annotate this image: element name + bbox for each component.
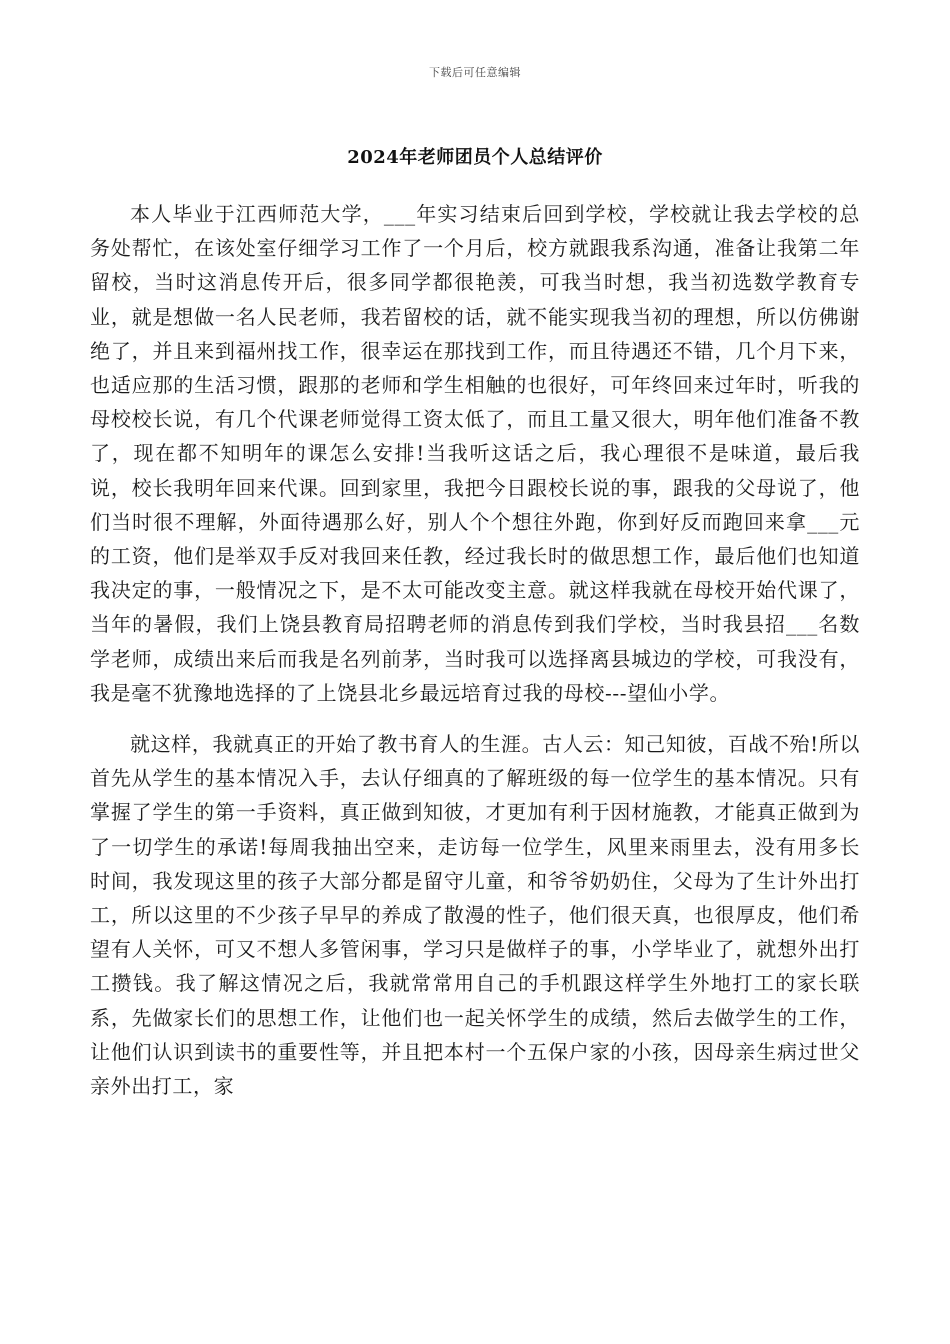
paragraph-1: 本人毕业于江西师范大学，___年实习结束后回到学校，学校就让我去学校的总务处帮忙，在该处室仔细学习工作了一个月后，校方就跟我系沟通，准备让我第二年留校，当时这消息传开后，很多同学都很艳羡，可我当时想，我当初选数学教育专业，就是想做一名人民老师，我若留校的话，就不能实现我当初的理想，所以仿佛谢绝了，并且来到福州找工作，很幸运在那找到工作，而且待遇还不错，几个月下来，也适应那的生活习惯，跟那的老师和学生相触的也很好，可年终回来过年时，听我的母校校长说，有几个代课老师觉得工资太低了，而且工量又很大，明年他们准备不教了，现在都不知明年的课怎么安排!当我听这话之后，我心理很不是味道，最后我说，校长我明年回来代课。回到家里，我把今日跟校长说的事，跟我的父母说了，他们当时很不理解，外面待遇那么好，别人个个想往外跑，你到好反而跑回来拿___元的工资，他们是举双手反对我回来任教，经过我长时的做思想工作，最后他们也知道我决定的事，一般情况之下，是不太可能改变主意。就这样我就在母校开始代课了，当年的暑假，我们上饶县教育局招聘老师的消息传到我们学校，当时我县招___名数学老师，成绩出来后而我是名列前茅，当时我可以选择离县城边的学校，可我没有，我是毫不犹豫地选择的了上饶县北乡最远培育过我的母校---望仙小学。 bbox=[90, 202, 860, 705]
paragraph-2: 就这样，我就真正的开始了教书育人的生涯。古人云：知己知彼，百战不殆!所以首先从学生的基本情况入手，去认仔细真的了解班级的每一位学生的基本情况。只有掌握了学生的第一手资料，真正做到知彼，才更加有利于因材施教，才能真正做到为了一切学生的承诺!每周我抽出空来，走访每一位学生，风里来雨里去，没有用多长时间，我发现这里的孩子大部分都是留守儿童，和爷爷奶奶住，父母为了生计外出打工，所以这里的不少孩子早早的养成了散漫的性子，他们很天真，也很厚皮，他们希望有人关怀，可又不想人多管闲事，学习只是做样子的事，小学毕业了，就想外出打工攒钱。我了解这情况之后，我就常常用自己的手机跟这样学生外地打工的家长联系，先做家长们的思想工作，让他们也一起关怀学生的成绩，然后去做学生的工作，让他们认识到读书的重要性等，并且把本村一个五保户家的小孩，因母亲生病过世父亲外出打工，家 bbox=[90, 732, 860, 1099]
download-note: 下载后可任意编辑 bbox=[429, 66, 521, 79]
document-title: 2024年老师团员个人总结评价 bbox=[347, 147, 603, 168]
document-body bbox=[90, 197, 860, 1103]
